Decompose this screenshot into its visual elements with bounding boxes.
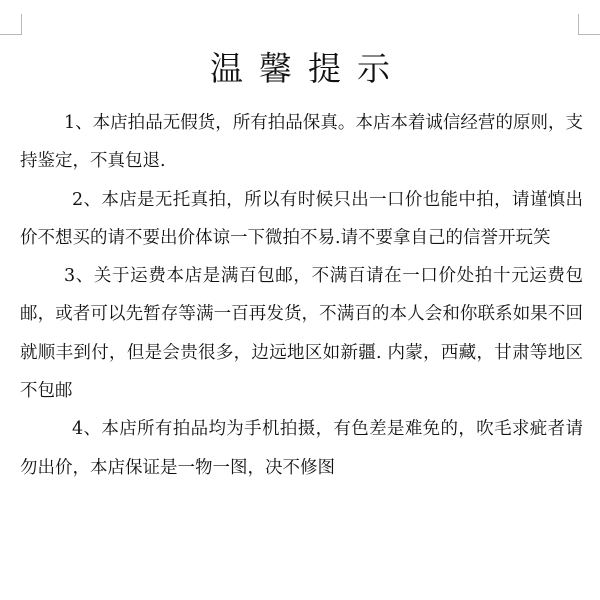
crop-mark-top-right-horizontal (579, 34, 600, 35)
paragraph-1: 1、本店拍品无假货，所有拍品保真。本店本着诚信经营的原则，支持鉴定，不真包退. (20, 113, 583, 172)
crop-mark-top-left-vertical (21, 14, 22, 35)
document-title: 温馨提示 (210, 49, 406, 88)
paragraph-4: 4、本店所有拍品均为手机拍摄，有色差是难免的，吹毛求疵者请勿出价，本店保证是一物一图，决不修图 (20, 419, 583, 478)
crop-mark-top-left-horizontal (0, 34, 21, 35)
paragraph-2: 2、本店是无托真拍，所以有时候只出一口价也能中拍，请谨慎出价不想买的请不要出价体谅一下微拍不易.请不要拿自己的信誉开玩笑 (20, 189, 583, 248)
paragraph-3: 3、关于运费本店是满百包邮，不满百请在一口价处拍十元运费包邮，或者可以先暂存等满一百再发货，不满百的本人会和你联系如果不回就顺丰到付，但是会贵很多，边远地区如新疆. 内蒙，西藏，甘肃等地区不包邮 (20, 266, 583, 402)
crop-mark-top-right-vertical (578, 14, 579, 35)
document-body (20, 104, 583, 487)
